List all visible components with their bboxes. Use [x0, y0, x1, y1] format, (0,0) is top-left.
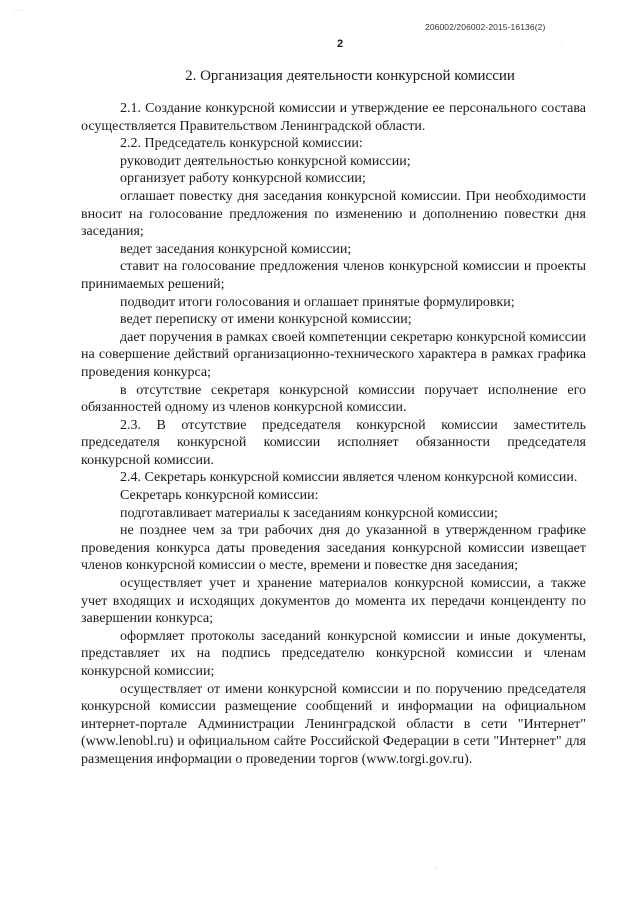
document-body: [81, 100, 586, 769]
paragraph: организует работу конкурсной комиссии;: [120, 171, 366, 187]
scan-artifact: · · ·: [14, 8, 23, 14]
page-number: 2: [336, 38, 344, 50]
paragraph: подводит итоги голосования и оглашает принятые формулировки;: [120, 294, 515, 310]
scan-artifact: ·: [560, 40, 562, 46]
paragraph: не позднее чем за три рабочих дня до указанной в утвержденном графике проведения конкурса даты проведения заседания конкурсной комиссии извещает членов конкурсной комиссии о месте, времени и повестке дня заседания;: [81, 523, 586, 574]
section-title: 2. Организация деятельности конкурсной комиссии: [185, 68, 515, 84]
paragraph-2-3: 2.3. В отсутствие председателя конкурсной комиссии заместитель председателя конкурсной комиссии исполняет обязанности председателя конкурсной комиссии.: [81, 417, 586, 468]
paragraph: в отсутствие секретаря конкурсной комиссии поручает исполнение его обязанностей одному из членов конкурсной комиссии.: [81, 382, 586, 416]
paragraph: руководит деятельностью конкурсной комиссии;: [120, 153, 411, 169]
document-id: 206002/206002-2015-16136(2): [425, 22, 546, 32]
paragraph: дает поручения в рамках своей компетенции секретарю конкурсной комиссии на совершение действий организационно-технического характера в рамках графика проведения конкурса;: [81, 329, 586, 380]
scan-artifact: ⁄: [436, 866, 438, 872]
paragraph-2-4: 2.4. Секретарь конкурсной комиссии является членом конкурсной комиссии.: [120, 470, 578, 486]
paragraph-2-2-heading: 2.2. Председатель конкурсной комиссии:: [120, 136, 363, 152]
paragraph: подготавливает материалы к заседаниям конкурсной комиссии;: [120, 505, 498, 521]
paragraph: ведет переписку от имени конкурсной комиссии;: [120, 312, 412, 328]
paragraph: ставит на голосование предложения членов конкурсной комиссии и проекты принимаемых решений;: [81, 259, 586, 292]
paragraph-2-1: 2.1. Создание конкурсной комиссии и утверждение ее персонального состава осуществляется Правительством Ленинградской области.: [81, 101, 586, 134]
paragraph: оформляет протоколы заседаний конкурсной комиссии и иные документы, представляет их на подпись председателю конкурсной комиссии и членам конкурсной комиссии;: [81, 628, 586, 679]
paragraph: ведет заседания конкурсной комиссии;: [120, 241, 352, 257]
paragraph: оглашает повестку дня заседания конкурсной комиссии. При необходимости вносит на голосование предложения по изменению и дополнению повестки дня заседания;: [81, 188, 586, 240]
paragraph-secretary-heading: Секретарь конкурсной комиссии:: [120, 488, 319, 504]
paragraph: осуществляет учет и хранение материалов конкурсной комиссии, а также учет входящих и исходящих документов до момента их передачи конценденту по завершении конкурса;: [81, 576, 586, 627]
paragraph: осуществляет от имени конкурсной комиссии и по поручению председателя конкурсной комиссии размещение сообщений и информации на официальном интернет-портале Администрации Ленинградской области в сети "Интернет" (www.lenobl.ru) и официальном сайте Российской Федерации в сети "Интернет" для размещения информации о проведении торгов (www.torgi.gov.ru).: [81, 681, 586, 767]
